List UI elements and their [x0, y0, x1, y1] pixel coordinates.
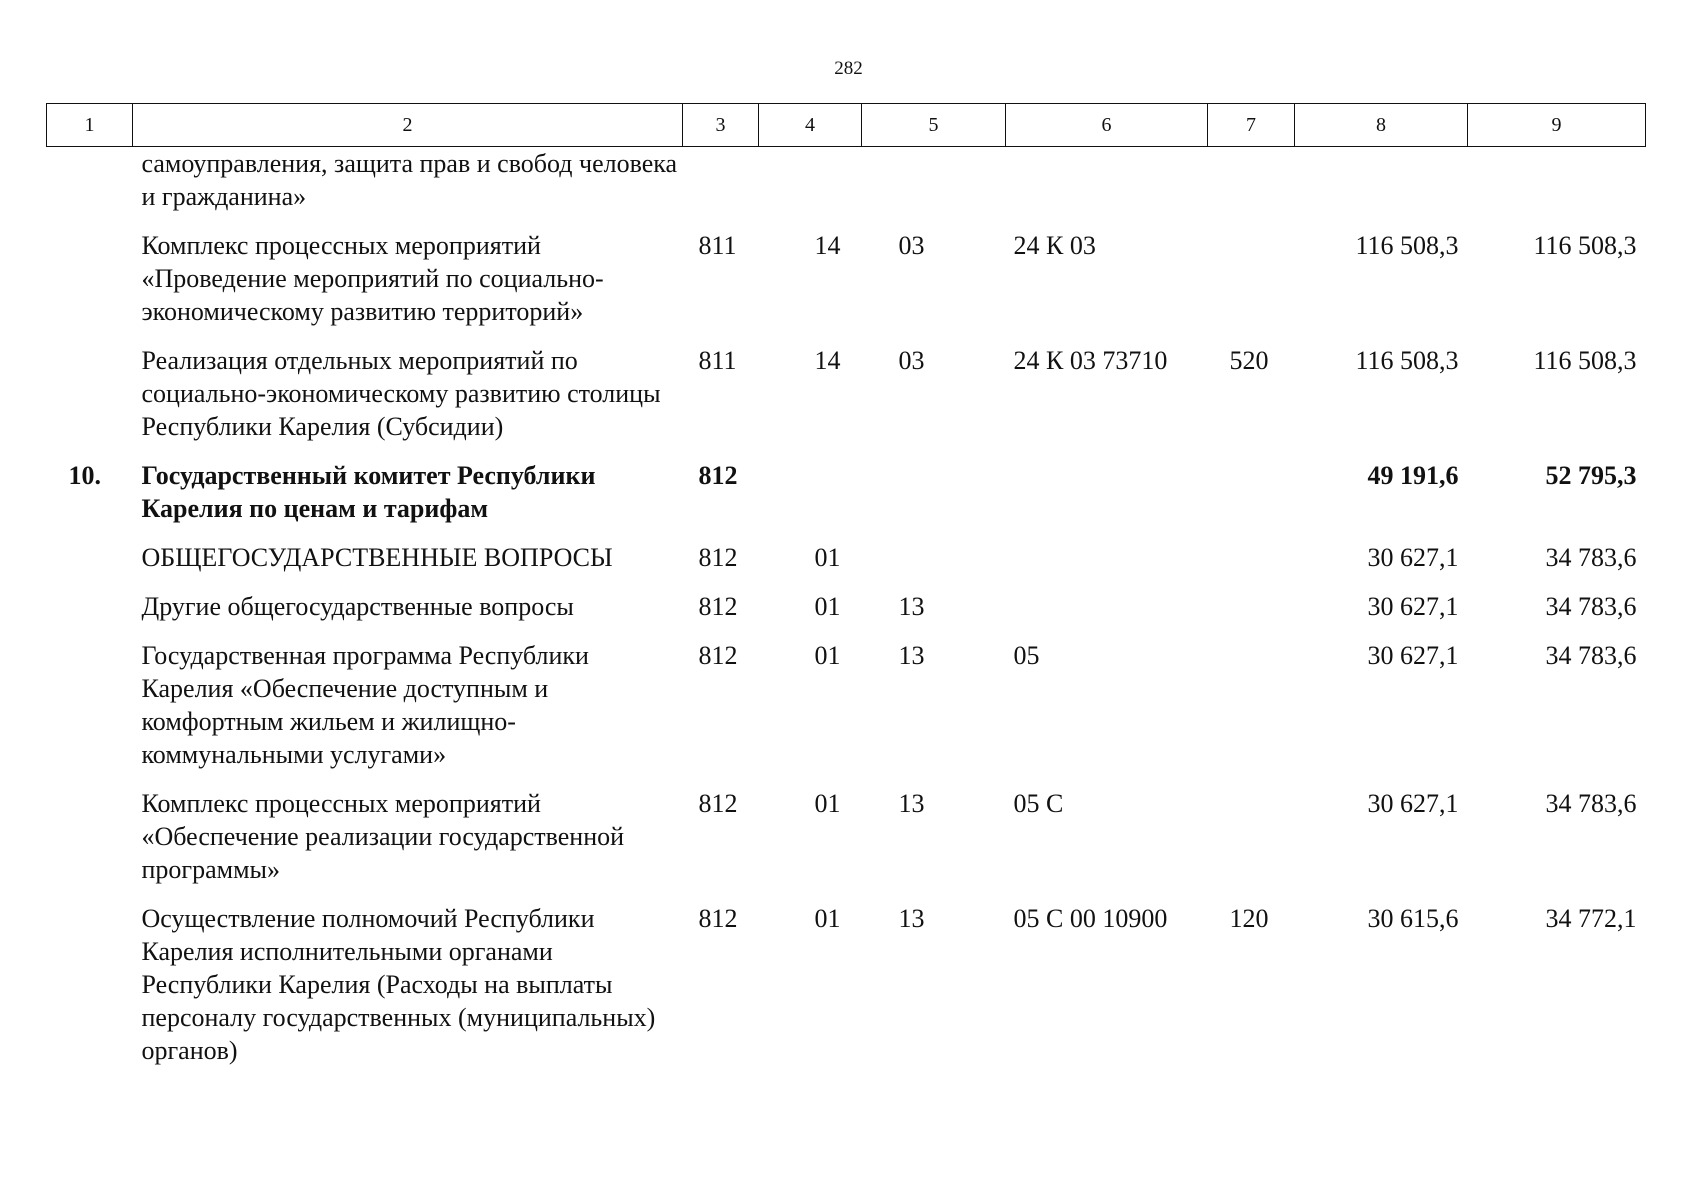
section-code: 01	[814, 592, 841, 621]
budget-table	[46, 103, 1646, 1083]
row-name: Другие общегосударственные вопросы	[141, 592, 574, 621]
table-row	[47, 787, 1646, 902]
row-name: Осуществление полномочий Республики Карелия исполнительными органами Республики Карелия (Расходы на выплаты персоналу государственных (муниципальных) органов)	[141, 904, 656, 1065]
page-number: 282	[834, 58, 863, 79]
table-row	[47, 590, 1646, 639]
subsection-code: 03	[898, 231, 925, 260]
amount-col-8: 30 627,1	[1367, 543, 1459, 572]
target-item-code: 24 К 03 73710	[1013, 346, 1168, 375]
table-header	[47, 104, 1646, 147]
target-item-code	[1006, 147, 1208, 230]
section-code: 01	[814, 641, 841, 670]
subsection-code: 13	[898, 904, 925, 933]
row-name: Государственный комитет Республики Карелия по ценам и тарифам	[141, 461, 596, 523]
table-row	[47, 639, 1646, 787]
section-code: 14	[814, 346, 841, 375]
subsection-code	[862, 541, 1006, 590]
amount-col-9: 34 783,6	[1545, 789, 1637, 818]
row-number	[47, 787, 133, 902]
row-name: Государственная программа Республики Карелия «Обеспечение доступным и комфортным жильем и жилищно-коммунальными услугами»	[141, 641, 589, 769]
column-header-4: 4	[759, 104, 862, 147]
row-name: Реализация отдельных мероприятий по социально-экономическому развитию столицы Республики Карелия (Субсидии)	[141, 346, 661, 441]
column-header-2: 2	[133, 104, 683, 147]
target-item-code	[1006, 459, 1208, 541]
target-item-code: 05	[1013, 641, 1040, 670]
subsection-code: 13	[898, 592, 925, 621]
subsection-code: 03	[898, 346, 925, 375]
target-item-code: 24 К 03	[1013, 231, 1096, 260]
row-number	[47, 229, 133, 344]
ministry-code: 812	[698, 592, 738, 621]
subsection-code: 13	[898, 789, 925, 818]
expense-type-code	[1208, 639, 1295, 787]
expense-type-code: 520	[1229, 346, 1269, 375]
ministry-code: 812	[698, 789, 738, 818]
amount-col-8	[1295, 147, 1468, 230]
amount-col-9: 116 508,3	[1533, 231, 1637, 260]
expense-type-code	[1208, 459, 1295, 541]
amount-col-9: 34 783,6	[1545, 543, 1637, 572]
expense-type-code	[1208, 541, 1295, 590]
row-number	[47, 541, 133, 590]
column-header-3: 3	[683, 104, 759, 147]
ministry-code: 812	[698, 461, 738, 490]
row-name: Комплекс процессных мероприятий «Обеспечение реализации государственной программы»	[141, 789, 625, 884]
section-code: 01	[814, 904, 841, 933]
expense-type-code	[1208, 147, 1295, 230]
row-name: Комплекс процессных мероприятий «Проведение мероприятий по социально-экономическому развитию территорий»	[141, 231, 604, 326]
amount-col-8: 30 615,6	[1367, 904, 1459, 933]
section-code: 01	[814, 543, 841, 572]
column-header-8: 8	[1295, 104, 1468, 147]
amount-col-9: 34 783,6	[1545, 592, 1637, 621]
amount-col-8: 30 627,1	[1367, 592, 1459, 621]
row-number: 10.	[68, 461, 101, 490]
amount-col-8: 116 508,3	[1355, 231, 1459, 260]
section-code: 14	[814, 231, 841, 260]
column-header-6: 6	[1006, 104, 1208, 147]
section-code: 01	[814, 789, 841, 818]
amount-col-8: 116 508,3	[1355, 346, 1459, 375]
subsection-code: 13	[898, 641, 925, 670]
ministry-code: 811	[698, 346, 737, 375]
target-item-code	[1006, 541, 1208, 590]
column-header-5: 5	[862, 104, 1006, 147]
header-row	[47, 104, 1646, 147]
row-name: самоуправления, защита прав и свобод человека и гражданина»	[141, 149, 678, 211]
row-number	[47, 344, 133, 459]
ministry-code: 812	[698, 904, 738, 933]
ministry-code	[683, 147, 759, 230]
expense-type-code	[1208, 787, 1295, 902]
subsection-code	[862, 147, 1006, 230]
amount-col-8: 30 627,1	[1367, 789, 1459, 818]
column-header-7: 7	[1208, 104, 1295, 147]
row-number	[47, 902, 133, 1083]
expense-type-code	[1208, 229, 1295, 344]
amount-col-8: 49 191,6	[1367, 461, 1459, 490]
ministry-code: 811	[698, 231, 737, 260]
table-row	[47, 229, 1646, 344]
row-name: ОБЩЕГОСУДАРСТВЕННЫЕ ВОПРОСЫ	[141, 543, 613, 572]
table-row	[47, 541, 1646, 590]
section-code	[759, 147, 862, 230]
amount-col-9: 52 795,3	[1545, 461, 1637, 490]
column-header-1: 1	[47, 104, 133, 147]
ministry-code: 812	[698, 543, 738, 572]
table-body	[47, 147, 1646, 1084]
expense-type-code	[1208, 590, 1295, 639]
table-row-section	[47, 459, 1646, 541]
target-item-code: 05 С 00 10900	[1013, 904, 1168, 933]
ministry-code: 812	[698, 641, 738, 670]
table-row	[47, 902, 1646, 1083]
table-row	[47, 344, 1646, 459]
amount-col-9	[1468, 147, 1646, 230]
table-row	[47, 147, 1646, 230]
section-code	[759, 459, 862, 541]
amount-col-8: 30 627,1	[1367, 641, 1459, 670]
amount-col-9: 34 772,1	[1545, 904, 1637, 933]
column-header-9: 9	[1468, 104, 1646, 147]
target-item-code: 05 С	[1013, 789, 1064, 818]
amount-col-9: 34 783,6	[1545, 641, 1637, 670]
row-number	[47, 639, 133, 787]
expense-type-code: 120	[1229, 904, 1269, 933]
amount-col-9: 116 508,3	[1533, 346, 1637, 375]
target-item-code	[1006, 590, 1208, 639]
row-number	[47, 590, 133, 639]
row-number	[47, 147, 133, 230]
subsection-code	[862, 459, 1006, 541]
